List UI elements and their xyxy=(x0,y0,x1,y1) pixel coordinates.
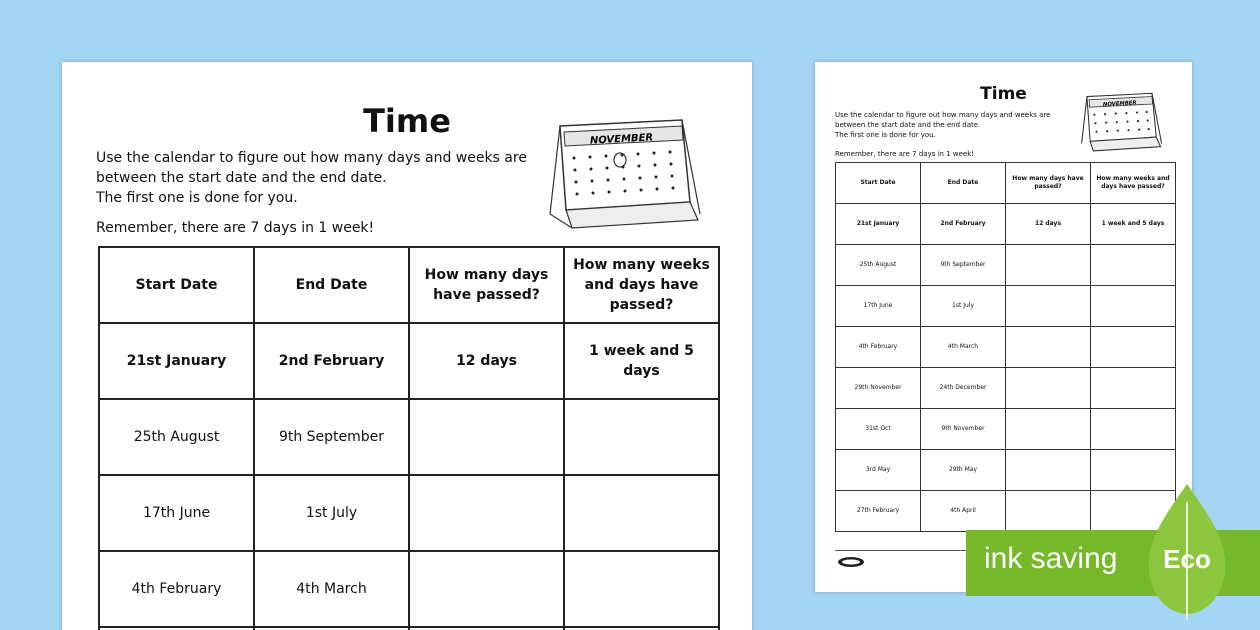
calendar-icon xyxy=(542,110,702,230)
answer-cell xyxy=(1091,368,1176,409)
header-cell: Start Date xyxy=(836,163,921,204)
table-cell: 1st July xyxy=(254,475,409,551)
answer-cell xyxy=(1091,245,1176,286)
table-cell: 31st Oct xyxy=(836,409,921,450)
table-cell: 12 days xyxy=(409,323,564,399)
instruction-line: The first one is done for you. xyxy=(96,190,298,206)
table-cell: 4th March xyxy=(921,327,1006,368)
instruction-line: between the start date and the end date. xyxy=(96,170,387,186)
table-row xyxy=(836,450,1176,491)
answer-cell xyxy=(409,475,564,551)
instruction-line: Use the calendar to figure out how many days and weeks are xyxy=(835,111,1051,119)
table-cell: 9th November xyxy=(921,409,1006,450)
example-row xyxy=(99,323,719,399)
answer-cell xyxy=(1006,450,1091,491)
ink-saving-label: ink saving xyxy=(984,542,1118,575)
answer-cell xyxy=(1091,409,1176,450)
table-cell: 9th September xyxy=(254,399,409,475)
table-header-row xyxy=(836,163,1176,204)
worksheet-title: Time xyxy=(980,84,1027,104)
table-row xyxy=(836,327,1176,368)
instructions xyxy=(96,148,556,208)
header-cell: How many days have passed? xyxy=(1006,163,1091,204)
table-cell: 17th June xyxy=(836,286,921,327)
answer-cell xyxy=(564,551,719,627)
table-cell: 29th May xyxy=(921,450,1006,491)
reminder-text: Remember, there are 7 days in 1 week! xyxy=(835,150,975,158)
header-cell: End Date xyxy=(254,247,409,323)
calendar-icon xyxy=(1077,88,1163,152)
table-cell: 29th November xyxy=(836,368,921,409)
instructions xyxy=(835,110,1075,140)
table-cell: 1 week and 5 days xyxy=(564,323,719,399)
table-cell: 2nd February xyxy=(921,204,1006,245)
table-row xyxy=(836,368,1176,409)
answer-cell xyxy=(1091,286,1176,327)
answer-cell xyxy=(1006,286,1091,327)
answer-cell xyxy=(409,399,564,475)
answer-cell xyxy=(1006,368,1091,409)
header-cell: How many weeks and days have passed? xyxy=(1091,163,1176,204)
table-cell: 4th March xyxy=(254,551,409,627)
table-cell: 21st January xyxy=(836,204,921,245)
answer-cell xyxy=(1091,327,1176,368)
table-cell: 17th June xyxy=(99,475,254,551)
table-cell: 2nd February xyxy=(254,323,409,399)
answer-cell xyxy=(564,475,719,551)
table-row xyxy=(836,286,1176,327)
table-cell: 3rd May xyxy=(836,450,921,491)
header-cell: End Date xyxy=(921,163,1006,204)
table-row xyxy=(99,551,719,627)
instruction-line: The first one is done for you. xyxy=(835,131,936,139)
answer-cell xyxy=(1006,409,1091,450)
table-cell: 21st January xyxy=(99,323,254,399)
eco-label: Eco xyxy=(1163,544,1211,574)
worksheet-table xyxy=(98,246,720,630)
header-cell: How many weeks and days have passed? xyxy=(564,247,719,323)
answer-cell xyxy=(1006,491,1091,532)
worksheet-preview-small xyxy=(815,62,1192,592)
table-cell: 9th September xyxy=(921,245,1006,286)
instruction-line: between the start date and the end date. xyxy=(835,121,981,129)
table-cell: 4th April xyxy=(921,491,1006,532)
table-cell: 12 days xyxy=(1006,204,1091,245)
brand-logo-icon xyxy=(837,556,865,568)
answer-cell xyxy=(1006,327,1091,368)
example-row xyxy=(836,204,1176,245)
table-header-row xyxy=(99,247,719,323)
table-cell: 4th February xyxy=(836,327,921,368)
table-cell: 4th February xyxy=(99,551,254,627)
table-cell: 1st July xyxy=(921,286,1006,327)
table-cell: 27th February xyxy=(836,491,921,532)
reminder-text: Remember, there are 7 days in 1 week! xyxy=(96,220,375,236)
calendar-month: NOVEMBER xyxy=(1102,100,1137,108)
table-row xyxy=(99,399,719,475)
calendar-month: NOVEMBER xyxy=(589,132,654,147)
table-row xyxy=(836,245,1176,286)
table-row xyxy=(836,409,1176,450)
table-row xyxy=(836,491,1176,532)
table-cell: 24th December xyxy=(921,368,1006,409)
table-row xyxy=(99,475,719,551)
header-cell: How many days have passed? xyxy=(409,247,564,323)
table-cell: 1 week and 5 days xyxy=(1091,204,1176,245)
worksheet-table xyxy=(835,162,1176,532)
answer-cell xyxy=(1006,245,1091,286)
header-cell: Start Date xyxy=(99,247,254,323)
table-cell: 25th August xyxy=(99,399,254,475)
instruction-line: Use the calendar to figure out how many days and weeks are xyxy=(96,150,527,166)
answer-cell xyxy=(409,551,564,627)
answer-cell xyxy=(564,399,719,475)
worksheet-preview-large xyxy=(62,62,752,630)
worksheet-title: Time xyxy=(363,102,451,140)
table-cell: 25th August xyxy=(836,245,921,286)
eco-leaf xyxy=(1142,482,1232,622)
